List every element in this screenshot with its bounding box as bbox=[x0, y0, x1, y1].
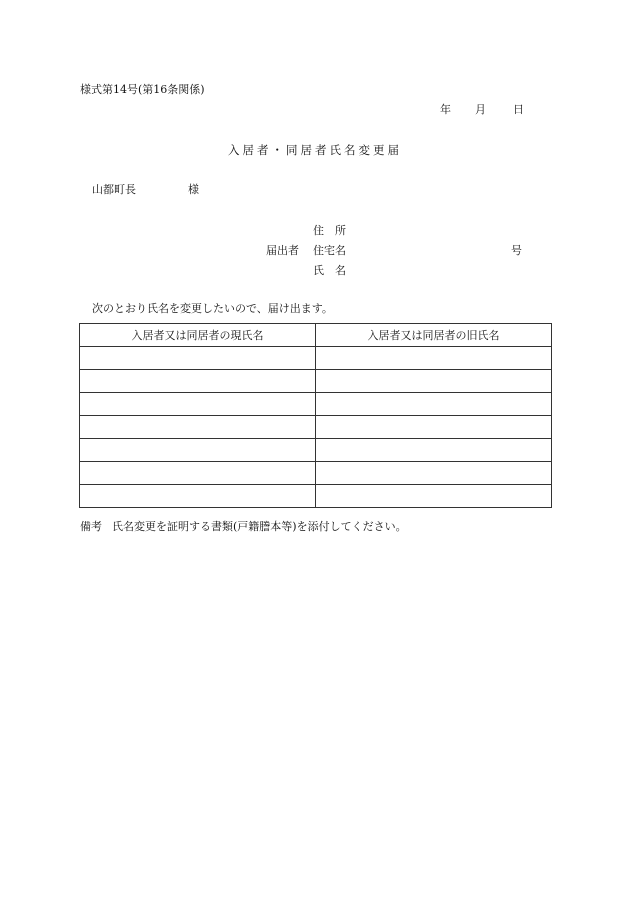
table-row bbox=[80, 393, 552, 416]
statement: 次のとおり氏名を変更したいので、届け出ます。 bbox=[92, 302, 333, 315]
current-name-cell bbox=[80, 462, 316, 485]
table-row bbox=[80, 347, 552, 370]
name-label: 氏 名 bbox=[313, 264, 346, 277]
addressee bbox=[92, 181, 199, 197]
addressee-name: 山都町長 bbox=[92, 183, 136, 196]
remarks-text: 氏名変更を証明する書類(戸籍謄本等)を添付してください。 bbox=[112, 520, 407, 533]
former-name-cell bbox=[316, 370, 552, 393]
date-day: 日 bbox=[513, 103, 524, 116]
header-former-name: 入居者又は同居者の旧氏名 bbox=[316, 324, 552, 347]
current-name-cell bbox=[80, 370, 316, 393]
date-line bbox=[440, 101, 524, 117]
applicant-label: 届出者 bbox=[266, 244, 299, 257]
form-number: 様式第14号(第16条関係) bbox=[80, 83, 205, 96]
residence-label: 住宅名 bbox=[313, 244, 346, 257]
table-header-row bbox=[80, 324, 552, 347]
current-name-cell bbox=[80, 393, 316, 416]
table-row bbox=[80, 416, 552, 439]
header-current-name: 入居者又は同居者の現氏名 bbox=[80, 324, 316, 347]
former-name-cell bbox=[316, 393, 552, 416]
former-name-cell bbox=[316, 462, 552, 485]
current-name-cell bbox=[80, 416, 316, 439]
remarks bbox=[80, 518, 407, 534]
current-name-cell bbox=[80, 439, 316, 462]
former-name-cell bbox=[316, 485, 552, 508]
table-row bbox=[80, 439, 552, 462]
remarks-label: 備考 bbox=[80, 520, 102, 533]
date-month: 月 bbox=[475, 103, 486, 116]
number-suffix: 号 bbox=[511, 244, 522, 257]
former-name-cell bbox=[316, 439, 552, 462]
former-name-cell bbox=[316, 347, 552, 370]
addressee-honorific: 様 bbox=[188, 183, 199, 196]
date-year: 年 bbox=[440, 103, 451, 116]
page-title: 入居者・同居者氏名変更届 bbox=[228, 143, 402, 157]
current-name-cell bbox=[80, 485, 316, 508]
address-label: 住 所 bbox=[313, 224, 346, 237]
table-row bbox=[80, 485, 552, 508]
name-change-table bbox=[79, 323, 552, 508]
table-row bbox=[80, 370, 552, 393]
former-name-cell bbox=[316, 416, 552, 439]
current-name-cell bbox=[80, 347, 316, 370]
table-row bbox=[80, 462, 552, 485]
